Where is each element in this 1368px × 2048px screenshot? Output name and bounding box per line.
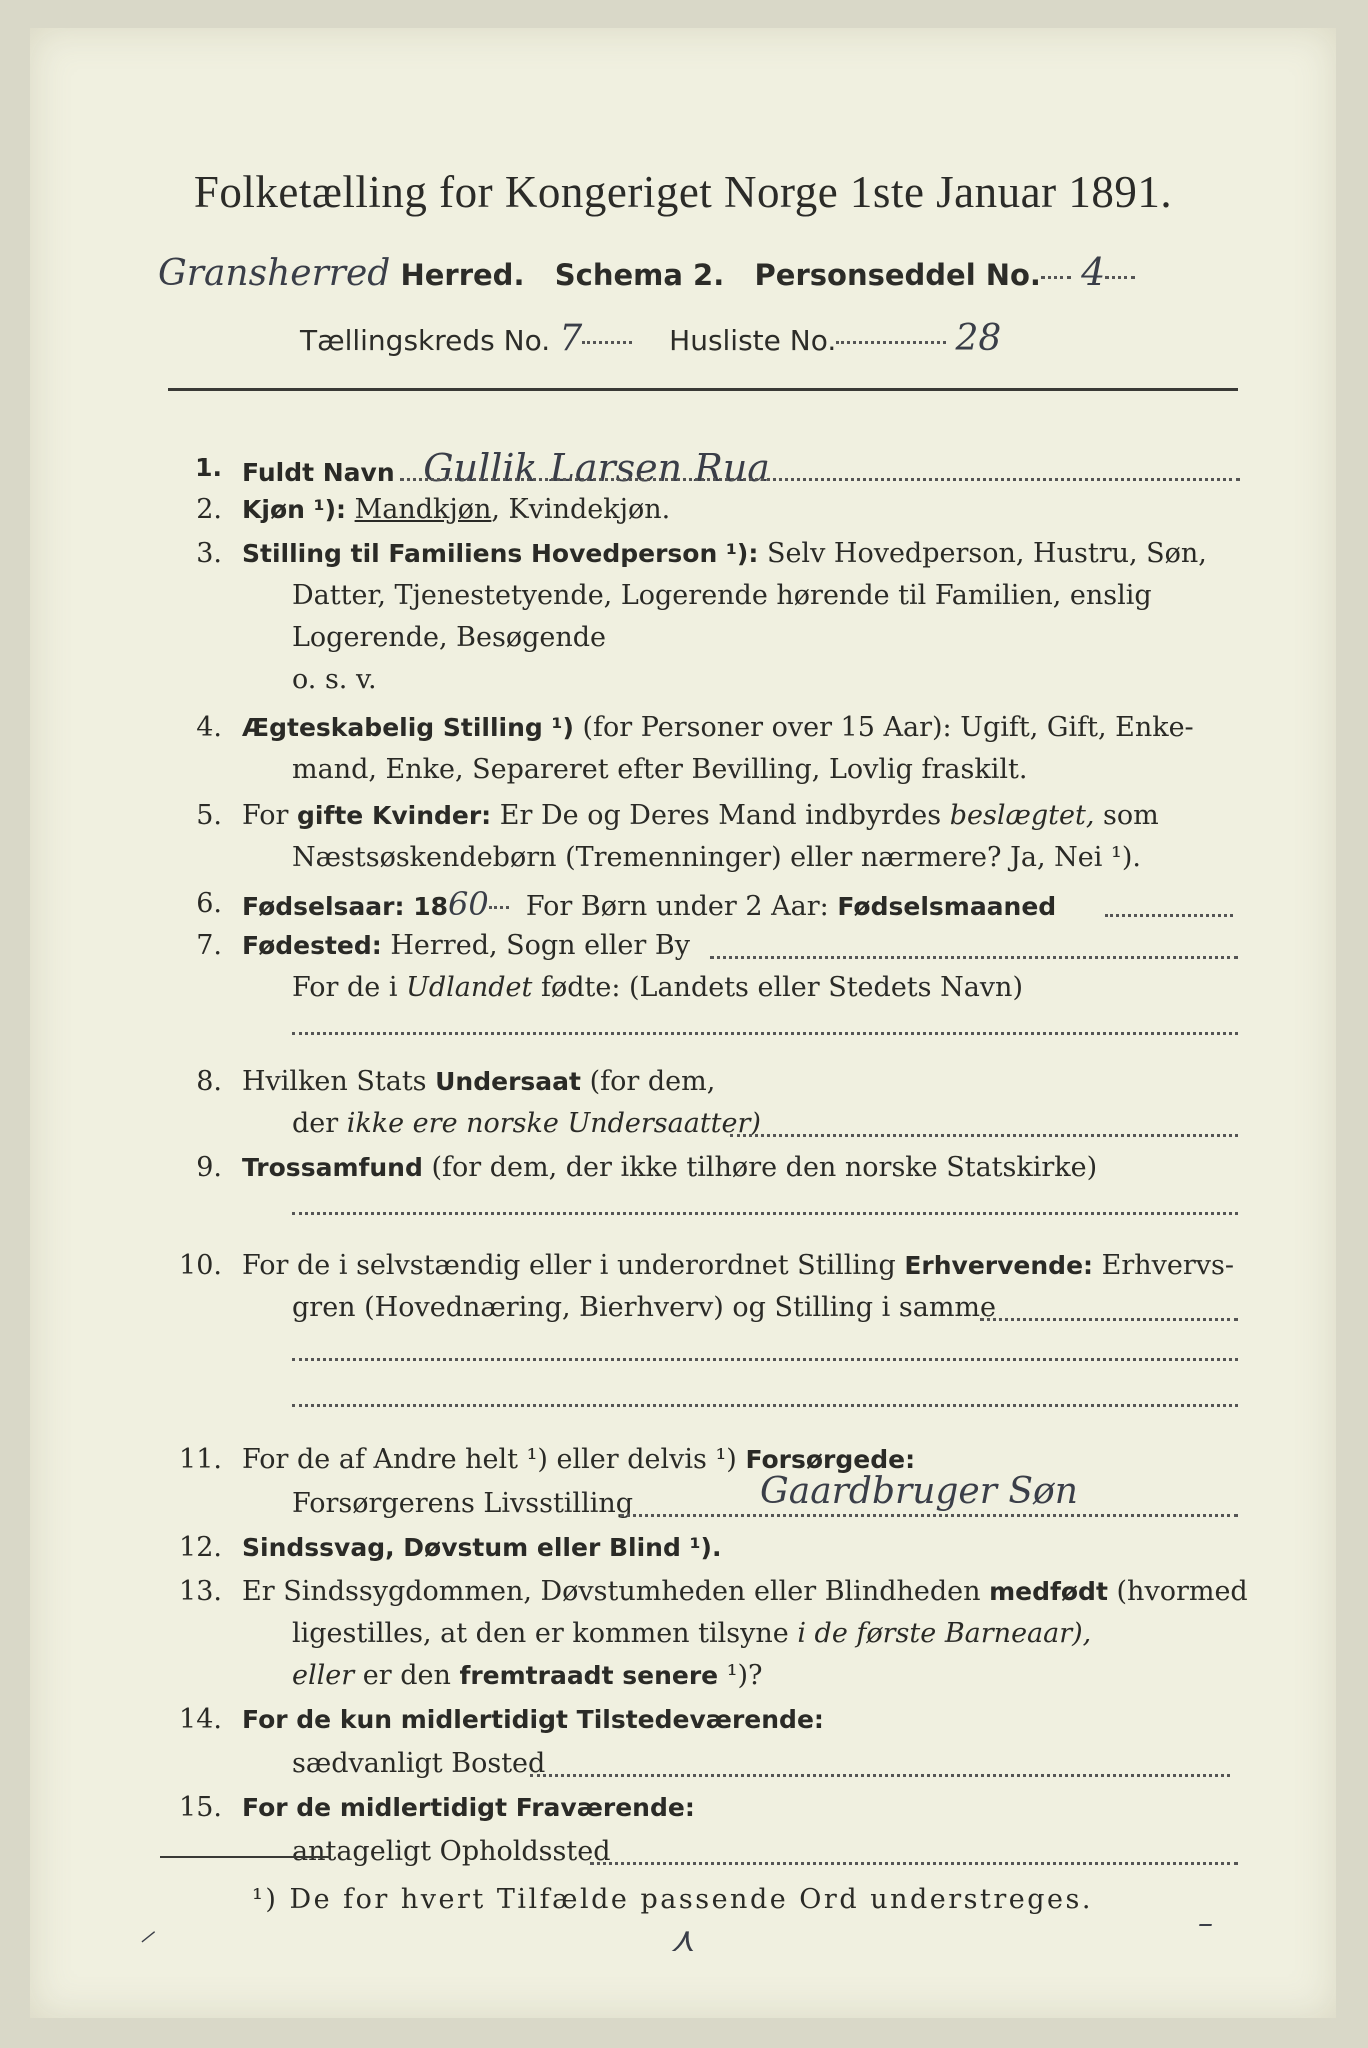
gender-options: Mandkjøn, Kvindekjøn. [354,494,671,525]
personseddel-value: 4 [1081,250,1106,294]
schema-label: Schema 2. [554,258,725,292]
herred-label: Herred. [400,258,525,292]
birth-year-value: 60 [447,885,489,923]
provider-occupation-value: Gaardbruger Søn [760,1471,1078,1512]
header-rule [168,388,1238,391]
form-title: Folketælling for Kongeriget Norge 1ste Januar 1891. [193,167,1173,217]
census-form-page: Folketælling for Kongeriget Norge 1ste Januar 1891. Gransherred Herred. Schema 2. Personseddel No. 4 Tællingskreds No. 7 Husliste No. 28 1. Fuldt Navn Gullik Larsen Rua 2. Kjøn ¹): Mandkjøn, Kvindekjøn. 3. Stilling til Familiens Hovedperson ¹): Selv Hovedperson, Hustru, Søn, Datter, Tjenestetyende, Logerende hørende til Familien, enslig Logerende, Besøgende o. s. v. 4. Ægteskabelig Stilling ¹) (for Personer over 15 Aar): Ugift, Gift, Enke- mand, Enke, Separeret efter Bevilling, Lovlig fraskilt. 5. For gifte Kvinder: Er De og Deres Mand indbyrdes beslægtet, som Næstsøskendebørn (Tremenninger) eller nærmere? Ja, Nei ¹). 6. Fødselsaar: 1860 For Børn under 2 Aar: Fødselsmaaned 7. Fødested: Herred, Sogn eller By For de i Udlandet fødte: (Landets eller Stedets Navn) 8. Hvilken Stats Undersaat (for dem, der ikke ere norske Undersaatter) 9. Trossamfund (for dem, der ikke tilhøre den norske Statskirke) 10. For de i selvstændig eller i underordnet Stilling Erhvervende: Erhvervs- gren (Hovednæring, Bierhverv) og Stilling i samme 11. For de af Andre helt ¹) eller delvis ¹) Forsørgede: Forsørgerens Livsstilling Gaardbruger Søn 12. Sindssvag, Døvstum eller Blind ¹). 13. Er Sindssygdommen, Døvstumheden eller Blindheden medfødt (hvormed ligestilles, at den er kommen tilsyne i de første Barneaar), eller er den fremtraadt senere ¹)? 14. For de kun midlertidigt Tilstedeværende: sædvanligt Bosted 15. For de midlertidigt Fraværende: antageligt Opholdssted ¹) De for hvert Tilfælde passende Ord understreges. ⸝ ⋏ – [30,28,1336,2018]
footnote: ¹) De for hvert Tilfælde passende Ord understreges. [252,1884,1093,1915]
herred-value: Gransherred [158,253,391,294]
kreds-value: 7 [559,318,583,359]
herred-row [158,250,1135,294]
footnote-rule [160,1856,330,1858]
kreds-row [300,318,1001,359]
item-1-label: Fuldt Navn [242,458,395,487]
kreds-label: Tællingskreds No. [300,324,551,357]
ink-mark-right: – [1198,1906,1213,1941]
husliste-value: 28 [955,318,1002,359]
ink-mark-left: ⸝ [140,1913,155,1948]
ink-mark-center: ⋏ [670,1920,695,1960]
full-name-value: Gullik Larsen Rua [423,446,770,490]
husliste-label: Husliste No. [669,324,837,357]
gender-selected: Mandkjøn [354,494,492,525]
personseddel-label: Personseddel No. [754,258,1041,292]
